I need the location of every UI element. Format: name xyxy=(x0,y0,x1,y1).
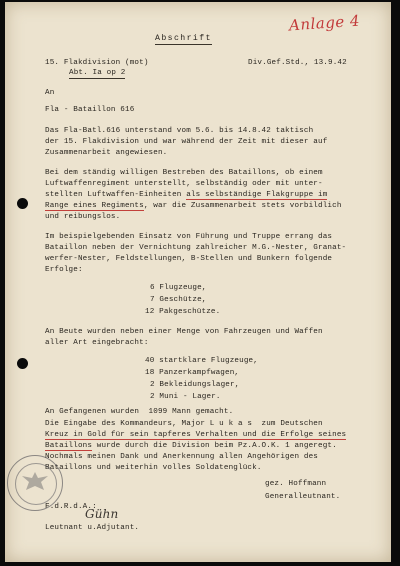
handwritten-signature: Gühn xyxy=(85,507,119,521)
signer-name: gez. Hoffmann xyxy=(265,480,327,488)
annotation-anlage: Anlage 4 xyxy=(288,11,361,35)
red-underline-text: Range eines Regiments xyxy=(45,202,144,210)
signer-rank: Generalleutnant. xyxy=(265,493,341,501)
booty-item: 40 startklare Flugzeuge, xyxy=(145,357,258,365)
body-line: und reibungslos. xyxy=(45,213,121,221)
punch-hole-bottom xyxy=(17,358,28,369)
body-line: Bei dem ständig willigen Bestreben des Bataillons, ob einem xyxy=(45,169,323,177)
fdra-label: F.d.R.d.A.: xyxy=(45,503,97,511)
body-line: Die Eingabe des Kommandeurs, Major L u k a s zum Deutschen xyxy=(45,420,323,428)
body-line: An Beute wurden neben einer Menge von Fahrzeugen und Waffen xyxy=(45,328,323,336)
document-page xyxy=(5,2,391,562)
body-line: Zusammenarbeit angewiesen. xyxy=(45,149,168,157)
body-line: der 15. Flakdivision und war während der Zeit mit dieser auf xyxy=(45,138,328,146)
body-line: Erfolge: xyxy=(45,266,83,274)
red-underline-text: Kreuz in Gold für sein tapferes Verhalten und die Erfolge seines xyxy=(45,431,347,439)
body-line: werfer-Nester, Feldstellungen, B-Stellen und Bunkern folgende xyxy=(45,255,333,263)
body-line: Luftwaffenregiment unterstellt, selbständig oder mit unter- xyxy=(45,180,323,188)
department: Abt. Ia op 2 xyxy=(69,69,126,77)
body-line xyxy=(45,430,346,440)
booty-item: 18 Panzerkampfwagen, xyxy=(145,369,240,377)
document-title: Abschrift xyxy=(155,34,212,43)
red-underline-text: Bataillons xyxy=(45,442,93,450)
booty-item: 2 Muni - Lager. xyxy=(150,393,221,401)
body-line: Nochmals meinen Dank und Anerkennung allen Angehörigen des xyxy=(45,453,319,461)
body-line: Bataillons und weiterhin volles Soldatenglück. xyxy=(45,464,262,472)
address-to: An xyxy=(45,89,55,97)
body-line: aller Art eingebracht: xyxy=(45,339,149,347)
success-item: 12 Pakgeschütze. xyxy=(145,308,221,316)
red-underline-text: als selbständige Flakgruppe im xyxy=(186,191,328,199)
success-item: 7 Geschütze, xyxy=(150,296,207,304)
body-line: Im beispielgebenden Einsatz von Führung und Truppe errang das xyxy=(45,233,333,241)
body-line: Bataillons wurde durch die Division beim Pz.A.O.K. 1 angeregt. xyxy=(45,442,337,450)
booty-item: 2 Bekleidungslager, xyxy=(150,381,240,389)
body-line: Das Fla-Batl.616 unterstand vom 5.6. bis 14.8.42 taktisch xyxy=(45,127,314,135)
address-recipient: Fla - Bataillon 616 xyxy=(45,106,135,114)
division-name: 15. Flakdivision (mot) xyxy=(45,59,149,67)
punch-hole-top xyxy=(17,198,28,209)
place-date: Div.Gef.Std., 13.9.42 xyxy=(248,59,347,67)
body-line: Range eines Regiments, war die Zusammenarbeit stets vorbildlich xyxy=(45,202,342,210)
success-item: 6 Flugzeuge, xyxy=(150,284,207,292)
adjutant-rank: Leutnant u.Adjutant. xyxy=(45,524,140,532)
body-line: Bataillon neben der Vernichtung zahlreicher M.G.-Nester, Granat- xyxy=(45,244,347,252)
body-line: An Gefangenen wurden 1099 Mann gemacht. xyxy=(45,408,234,416)
body-line: stellten Luftwaffen-Einheiten als selbständige Flakgruppe im xyxy=(45,191,328,199)
